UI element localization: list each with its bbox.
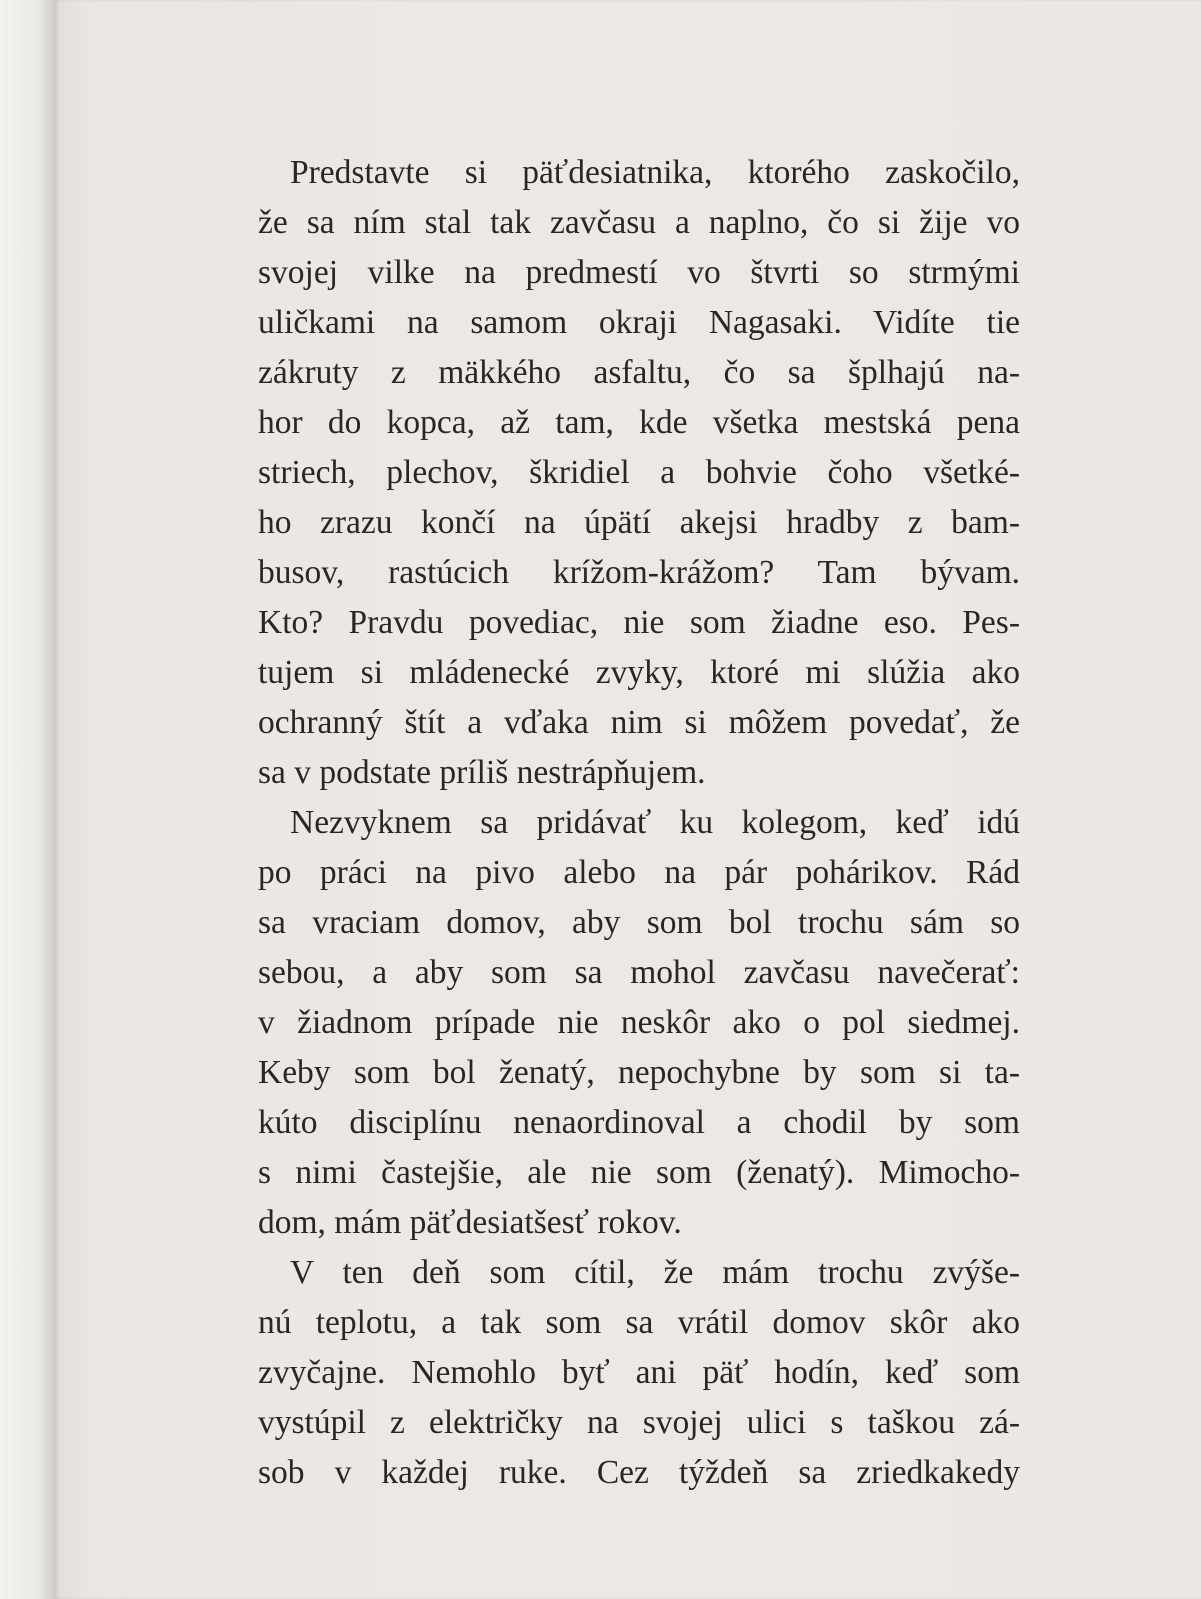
text-line: sa vraciam domov, aby som bol trochu sám so	[258, 904, 1020, 941]
text-line: nú teplotu, a tak som sa vrátil domov skôr ako	[258, 1304, 1020, 1341]
text-line: sob v každej ruke. Cez týždeň sa zriedkakedy	[258, 1454, 1020, 1491]
adjacent-page-edge	[0, 0, 54, 1599]
text-line: Predstavte si päťdesiatnika, ktorého zaskočilo,	[290, 154, 1020, 191]
text-line: s nimi častejšie, ale nie som (ženatý). Mimocho-	[258, 1154, 1020, 1191]
text-line: svojej vilke na predmestí vo štvrti so strmými	[258, 254, 1020, 291]
text-line: sa v podstate príliš nestrápňujem.	[258, 754, 706, 791]
text-line: ochranný štít a vďaka nim si môžem povedať, že	[258, 704, 1020, 741]
text-line: zvyčajne. Nemohlo byť ani päť hodín, keď som	[258, 1354, 1020, 1391]
text-line: sebou, a aby som sa mohol zavčasu navečerať:	[258, 954, 1020, 991]
text-line: dom, mám päťdesiatšesť rokov.	[258, 1204, 682, 1241]
text-line: busov, rastúcich krížom-krážom? Tam bývam.	[258, 554, 1020, 591]
text-line: kúto disciplínu nenaordinoval a chodil by som	[258, 1104, 1020, 1141]
text-line: ho zrazu končí na úpätí akejsi hradby z bam-	[258, 504, 1020, 541]
text-line: tujem si mládenecké zvyky, ktoré mi slúžia ako	[258, 654, 1020, 691]
text-line: uličkami na samom okraji Nagasaki. Vidíte tie	[258, 304, 1020, 341]
text-line: striech, plechov, škridiel a bohvie čoho všetké-	[258, 454, 1020, 491]
text-line: že sa ním stal tak zavčasu a naplno, čo si žije vo	[258, 204, 1020, 241]
text-line: Keby som bol ženatý, nepochybne by som si ta-	[258, 1054, 1020, 1091]
text-line: hor do kopca, až tam, kde všetka mestská pena	[258, 404, 1020, 441]
text-line: Kto? Pravdu povediac, nie som žiadne eso. Pes-	[258, 604, 1020, 641]
page-body-text	[258, 148, 1020, 1498]
text-line: po práci na pivo alebo na pár pohárikov. Rád	[258, 854, 1020, 891]
text-line: vystúpil z električky na svojej ulici s taškou zá-	[258, 1404, 1020, 1441]
text-line: Nezvyknem sa pridávať ku kolegom, keď idú	[290, 804, 1020, 841]
text-line: V ten deň som cítil, že mám trochu zvýše-	[290, 1254, 1020, 1291]
text-line: v žiadnom prípade nie neskôr ako o pol siedmej.	[258, 1004, 1020, 1041]
text-line: zákruty z mäkkého asfaltu, čo sa šplhajú na-	[258, 354, 1020, 391]
